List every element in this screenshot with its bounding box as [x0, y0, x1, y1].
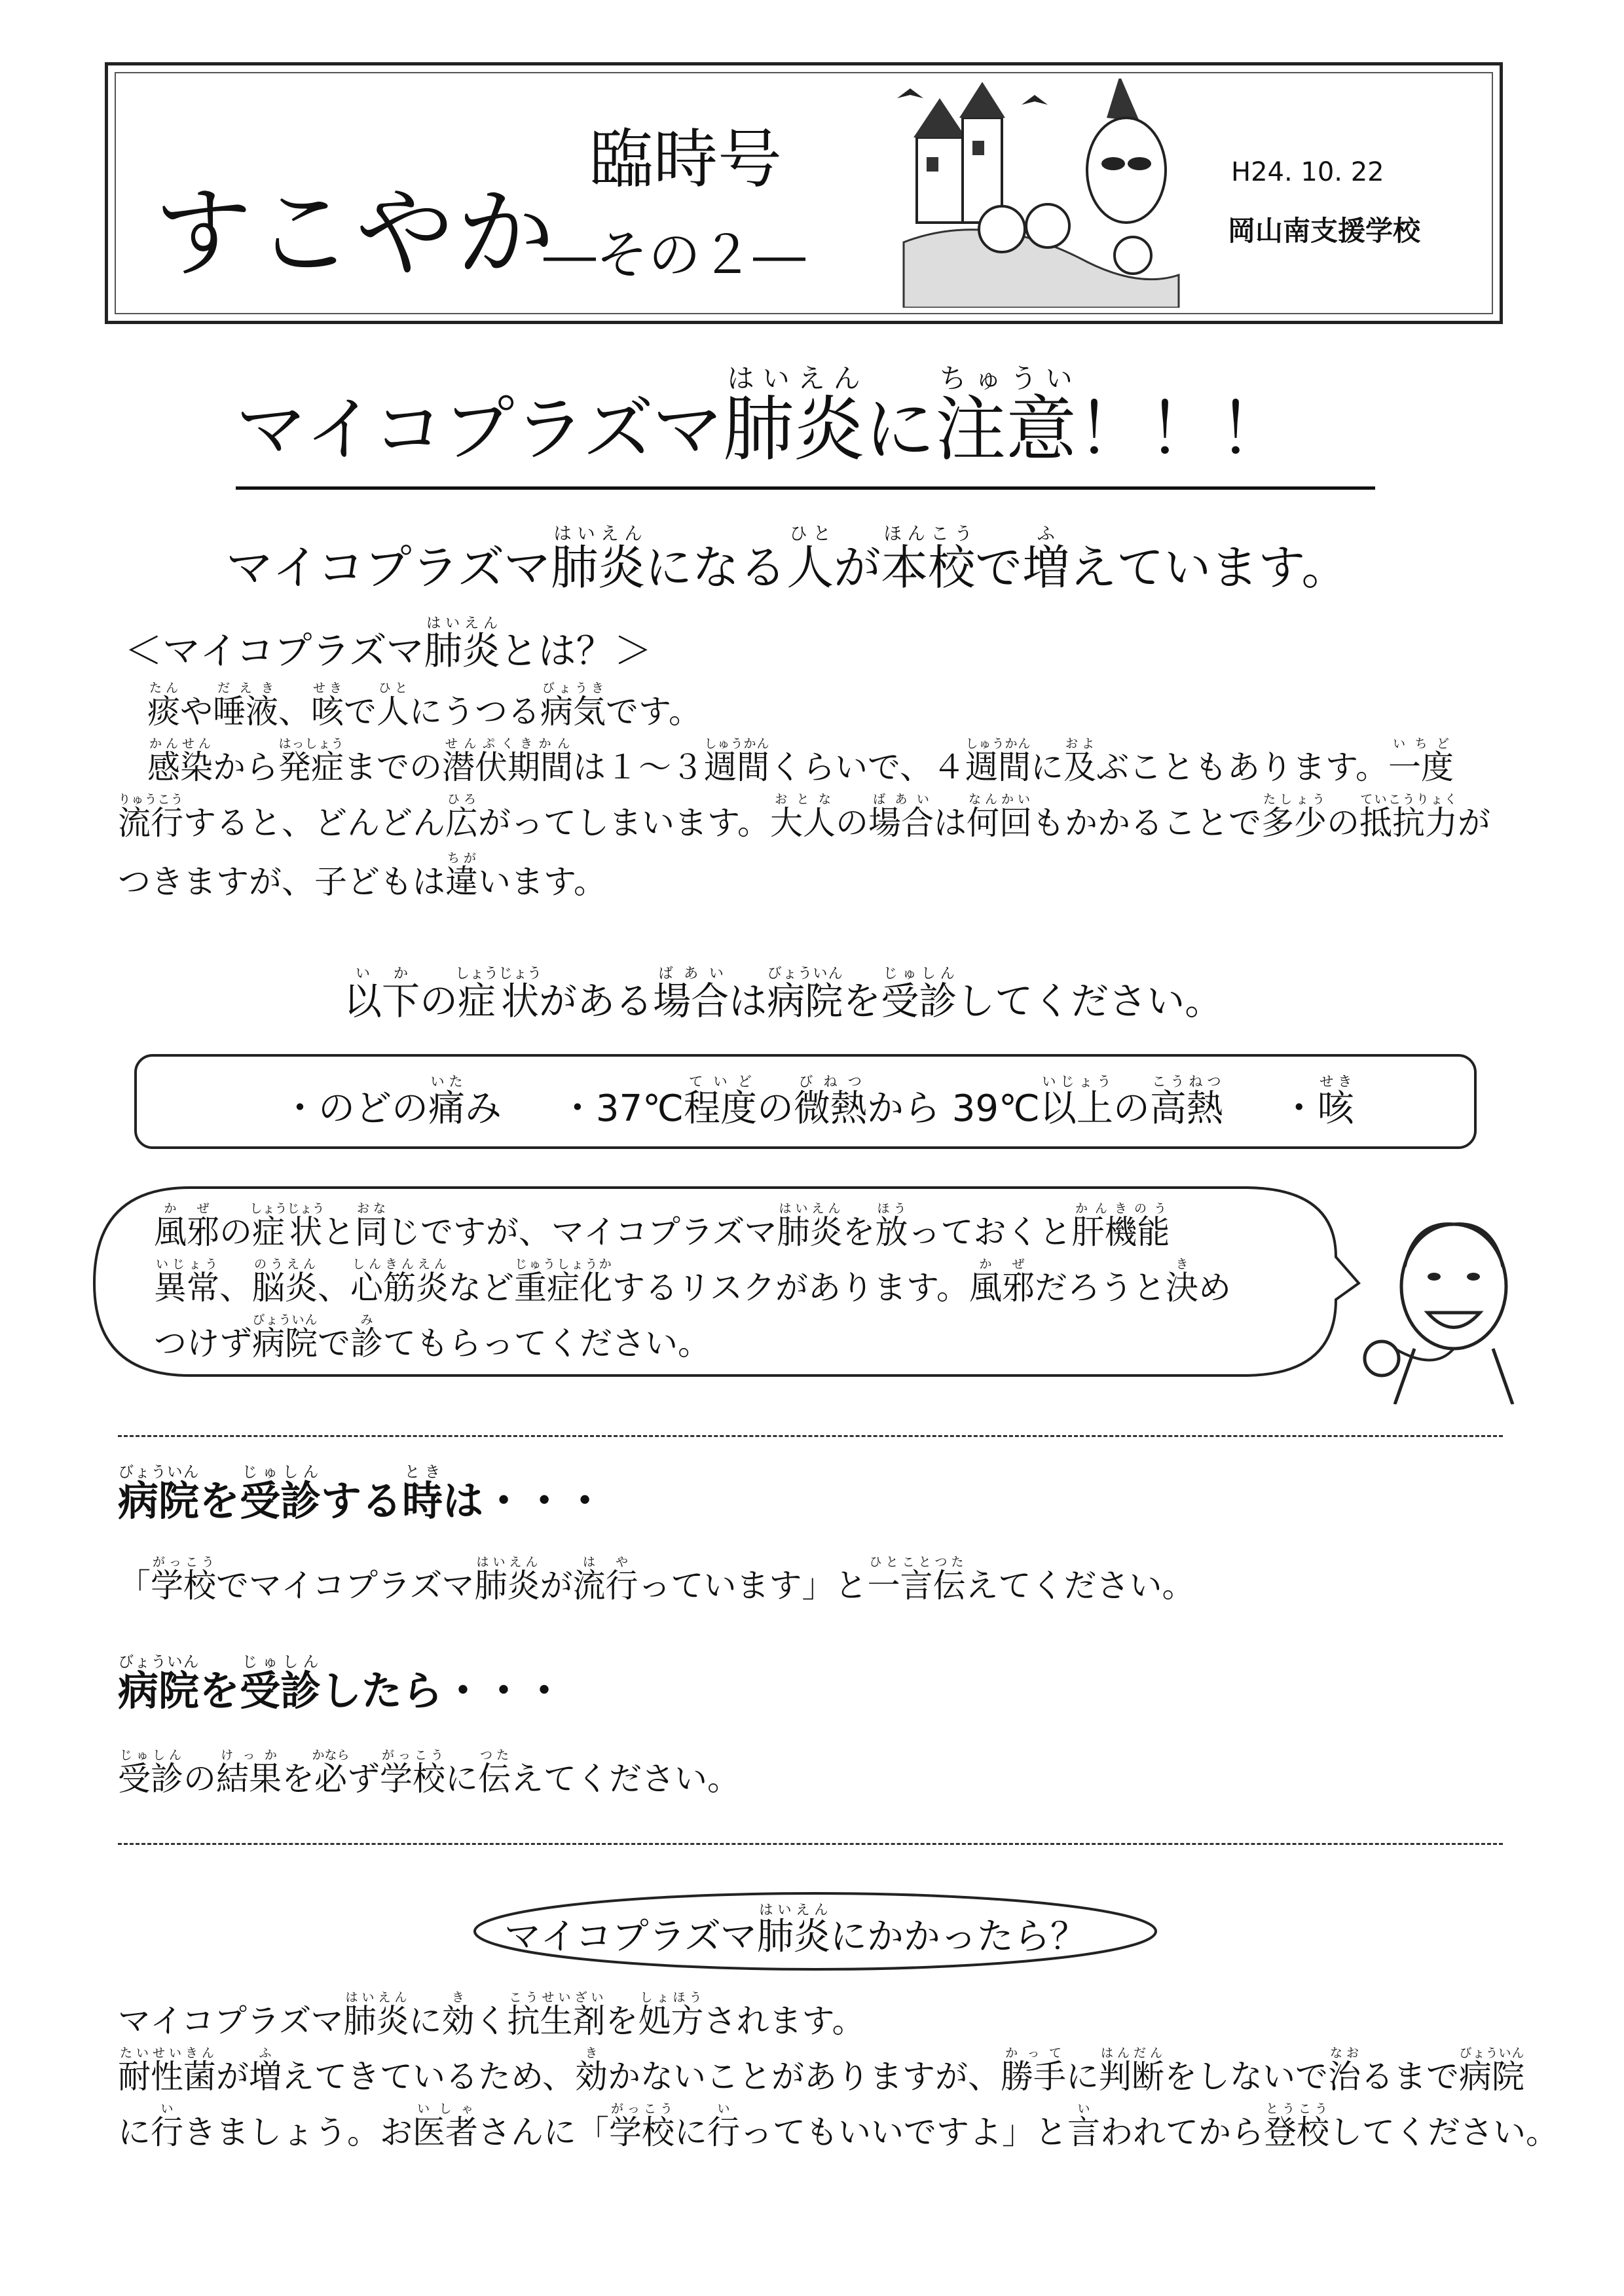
bubble-line-1: 風邪かぜの症状しょうじょうと同おなじですが、マイコプラズマ肺炎はいえんを放ほうっておくと肝機能かんきのう: [154, 1201, 1170, 1251]
visit-heading: 病院びょういんを受診じゅしんする時ときは・・・: [118, 1463, 606, 1525]
main-title: [236, 363, 1289, 474]
halloween-illustration: [891, 79, 1185, 308]
title-pre: マイコプラズマ: [236, 389, 724, 471]
what-line-3: 流行りゅうこうすると、どんどん広ひろがってしまいます。大人おとなの場合ばあいは何回なんかいもかかることで多少たしょうの抵抗力ていこうりょくが: [118, 792, 1490, 842]
title-word-pneumonia: 肺炎はいえん: [723, 363, 865, 471]
after-visit-heading: 病院びょういんを受診じゅしんしたら・・・: [118, 1652, 565, 1715]
subtitle: マイコプラズマ肺炎はいえんになる人ひとが本校ほんこうで増ふえています。: [226, 524, 1349, 595]
school-name: 岡山南支援学校: [1228, 215, 1421, 247]
title-exclaim: ！！！: [1077, 389, 1289, 471]
symptom-sore-throat: ・のどの痛いたみ: [282, 1074, 502, 1130]
title-underline: [236, 486, 1375, 490]
title-word-caution: 注意ちゅうい: [935, 363, 1077, 471]
bubble-line-3: つけず病院びょういんで診みてもらってください。: [154, 1313, 710, 1362]
issue-number: ―その２―: [544, 225, 805, 285]
infected-line-1: マイコプラズマ肺炎はいえんに効きく抗生剤こうせいざいを処方しょほうされます。: [118, 1990, 865, 2040]
section-divider-2: [118, 1843, 1503, 1845]
title-mid: に: [864, 389, 936, 471]
bubble-line-2: 異常いじょう、脳炎のうえん、心筋炎しんきんえんなど重症化じゅうしょうかするリスクがあります。風邪かぜだろうと決きめ: [154, 1257, 1231, 1307]
doctor-illustration: [1342, 1208, 1539, 1404]
infected-line-2: 耐性菌たいせいきんが増ふえてきているため、効きかないことがありますが、勝手かってに判断はんだんをしないで治なおるまで病院びょういん: [118, 2046, 1524, 2096]
symptom-list: [282, 1074, 1400, 1132]
issue-date: H24. 10. 22: [1231, 157, 1384, 187]
infected-line-3: に行いきましょう。お医者いしゃさんに「学校がっこうに行いってもいいですよ」と言いわれてから登校とうこうしてください。: [118, 2102, 1559, 2151]
symptom-fever: ・37℃程度ていどの微熱びねつから 39℃以上いじょうの高熱こうねつ: [559, 1074, 1223, 1130]
what-line-4: つきますが、子どもは違ちがいます。: [118, 851, 606, 901]
symptom-cough: ・咳せき: [1280, 1074, 1354, 1130]
what-line-2: 感染かんせんから発症はっしょうまでの潜伏期間せんぷくきかんは１～３週間しゅうかんくらいで、４週間しゅうかんに及およぶこともあります。一度いちど: [147, 737, 1454, 786]
section-divider-1: [118, 1435, 1503, 1437]
after-visit-text: 受診じゅしんの結果けっかを必かならず学校がっこうに伝つたえてください。: [118, 1748, 740, 1798]
section-heading-what-is: ＜マイコプラズマ肺炎はいえんとは？＞: [124, 615, 652, 673]
what-line-1: 痰たんや唾液だえき、咳せきで人ひとにうつる病気びょうきです。: [147, 681, 701, 731]
infected-heading: マイコプラズマ肺炎はいえんにかかったら？: [504, 1902, 1087, 1958]
issue-label: 臨時号: [589, 122, 783, 197]
visit-text: 「学校がっこうでマイコプラズマ肺炎はいえんが流行はやっています」と一言伝ひとことつたえてください。: [118, 1555, 1195, 1605]
newsletter-name: すこやか: [154, 177, 558, 291]
symptoms-intro: 以下いかの症状しょうじょうがある場合ばあいは病院びょういんを受診じゅしんしてください。: [344, 966, 1223, 1023]
